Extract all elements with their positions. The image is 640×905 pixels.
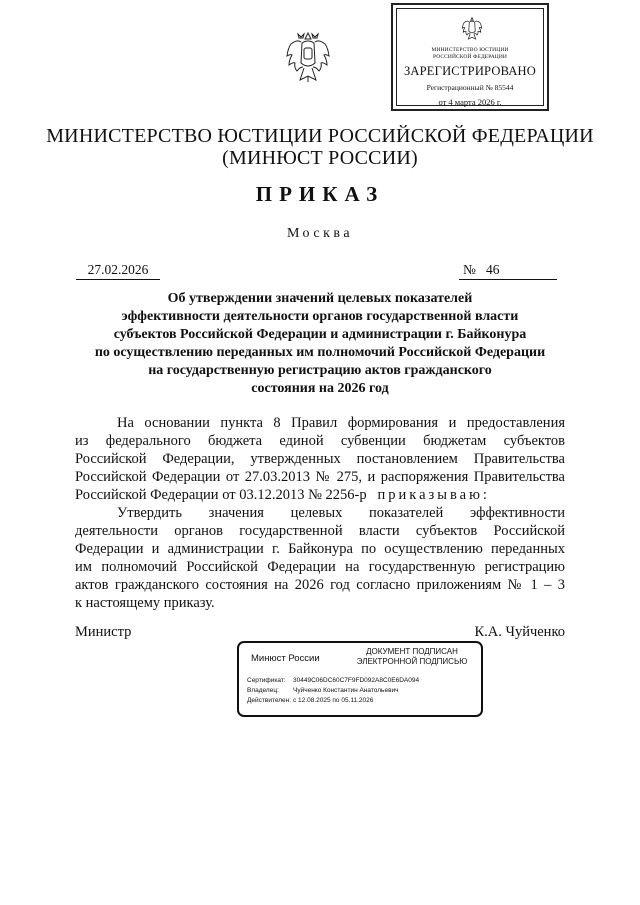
body-line: Российской Федерации, утвержденных постановлением Правительства xyxy=(75,451,565,467)
esig-owner-label: Владелец: xyxy=(247,687,279,694)
body-line: Утвердить значения целевых показателей эффективности xyxy=(117,505,565,521)
date-underline xyxy=(76,279,160,280)
stamp-ministry-line2: РОССИЙСКОЙ ФЕДЕРАЦИИ xyxy=(432,54,508,60)
body-line xyxy=(75,486,565,504)
body-line: Федерации и администрации г. Байконура по осуществлению переданных xyxy=(75,541,565,557)
title-line: на государственную регистрацию актов гражданского xyxy=(148,363,492,378)
esig-cert-value: 30449C06DC60C7F9FD092A8C0E6DA094 xyxy=(293,677,420,684)
number-sign: № xyxy=(463,262,476,277)
esig-header-2: ЭЛЕКТРОННОЙ ПОДПИСЬЮ xyxy=(356,657,468,666)
esig-owner-row xyxy=(247,687,399,695)
coat-of-arms-emblem xyxy=(284,30,332,86)
ministry-short-name: (МИНЮСТ РОССИИ) xyxy=(222,147,418,169)
body-line: им полномочий Российской Федерации на государственную регистрацию xyxy=(75,559,565,575)
stamp-reg-number: Регистрационный № 85544 xyxy=(426,83,514,92)
body-line-text: Российской Федерации от 03.12.2013 № 2256-р xyxy=(75,487,367,503)
stamp-reg-date: от 4 марта 2026 г. xyxy=(438,97,502,107)
stamp-registered-label: ЗАРЕГИСТРИРОВАНО xyxy=(403,64,537,78)
stamp-emblem-icon xyxy=(461,16,483,42)
esig-valid-value: с 12.08.2025 по 05.11.2026 xyxy=(293,697,374,704)
registration-stamp xyxy=(391,3,549,111)
title-line: Об утверждении значений целевых показателей xyxy=(167,291,473,306)
city: Москва xyxy=(286,226,354,241)
command-word: приказываю: xyxy=(377,487,490,503)
title-line: эффективности деятельности органов государственной власти xyxy=(121,309,519,324)
esig-org: Минюст России xyxy=(251,653,320,664)
body-line: На основании пункта 8 Правил формирования и предоставления xyxy=(117,415,565,431)
title-line: по осуществлению переданных им полномочий Российской Федерации xyxy=(94,345,546,360)
ministry-name: МИНИСТЕРСТВО ЮСТИЦИИ РОССИЙСКОЙ ФЕДЕРАЦИИ xyxy=(46,125,594,147)
esig-cert-label: Сертификат: xyxy=(247,677,286,684)
electronic-signature-stamp xyxy=(237,641,483,717)
order-date: 27.02.2026 xyxy=(87,262,149,277)
esig-valid-row xyxy=(247,697,373,705)
stamp-ministry-line1: МИНИСТЕРСТВО ЮСТИЦИИ xyxy=(431,47,509,53)
document-type: ПРИКАЗ xyxy=(255,182,385,206)
order-number: 46 xyxy=(486,262,500,277)
title-line: состояния на 2026 год xyxy=(251,381,389,396)
esig-cert-row xyxy=(247,677,419,685)
esig-valid-label: Действителен: xyxy=(247,697,292,704)
body-line: к настоящему приказу. xyxy=(75,595,215,611)
esig-owner-value: Чуйченко Константин Анатольевич xyxy=(293,687,399,694)
body-line: деятельности органов государственной власти субъектов Российской xyxy=(75,523,565,539)
title-line: субъектов Российской Федерации и администрации г. Байконура xyxy=(113,327,527,342)
body-line: из федерального бюджета единой субвенции бюджетам субъектов xyxy=(75,433,565,449)
signer-position: Министр xyxy=(75,624,132,640)
esig-header-1: ДОКУМЕНТ ПОДПИСАН xyxy=(366,647,458,656)
signer-name: К.А. Чуйченко xyxy=(474,624,565,640)
body-line: актов гражданского состояния на 2026 год согласно приложениям № 1 – 3 xyxy=(75,577,565,593)
body-line: Российской Федерации от 27.03.2013 № 275, и распоряжения Правительства xyxy=(75,469,565,485)
number-underline xyxy=(459,279,557,280)
